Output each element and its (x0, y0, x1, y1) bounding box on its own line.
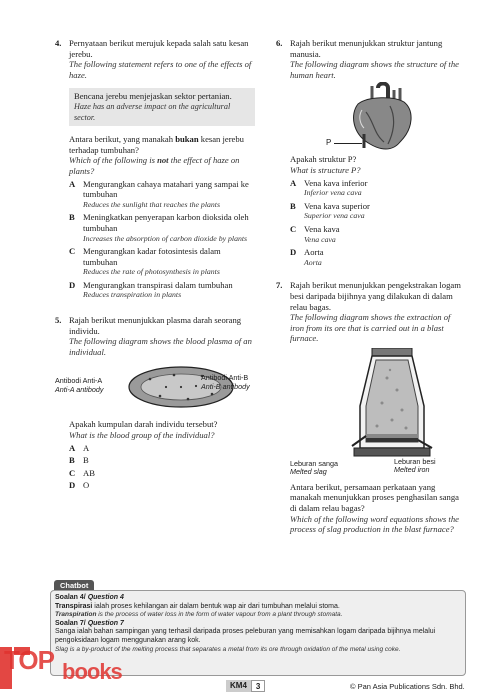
question-4 (55, 38, 255, 80)
chat-q7-my: Sanga ialah bahan sampingan yang terhasil daripada proses peleburan yang memisahkan logam daripada bijihnya melalui pengoksidaan logam menggunakan arang kok. (55, 628, 436, 644)
option-a[interactable]: A Mengurangkan cahaya matahari yang sampai ke tumbuhan Reduces the sunlight that reaches the plants (69, 178, 249, 209)
option-b[interactable]: B Meningkatkan penyerapan karbon dioksida oleh tumbuhan Increases the absorption of carbon dioxide by plants (69, 212, 249, 243)
option-a[interactable]: A A (69, 442, 90, 453)
heart-diagram (276, 80, 466, 154)
option-d[interactable]: D Aorta Aorta (290, 247, 324, 267)
question-6-ask: Apakah struktur P? What is structure P? (290, 154, 361, 175)
label-anti-b: Antibodi Anti-B Anti-B antibody (201, 373, 250, 391)
question-stem-en: The following diagram shows the structure of the human heart. (290, 59, 459, 80)
option-d[interactable]: D Mengurangkan transpirasi dalam tumbuhan Reduces transpiration in plants (69, 279, 233, 300)
statement-text-en: Haze has an adverse impact on the agricultural sector. (74, 101, 231, 122)
option-b[interactable]: B B (69, 455, 89, 466)
question-ask: Antara berikut, yang manakah bukan kesan jerebu terhadap tumbuhan? (69, 134, 244, 155)
options-q6 (276, 178, 466, 269)
option-c[interactable]: C Vena kava Vena cava (290, 223, 340, 244)
plasma-diagram (55, 357, 255, 419)
topbooks-logo-top: TOP (4, 645, 54, 675)
pointer-label-p: P (326, 138, 332, 148)
question-stem: Rajah berikut menunjukkan pengekstrakan logam besi daripada bijihnya yang dilakukan di dalam relau bagas. (290, 280, 461, 312)
label-melted-iron: Leburan besi Melted iron (394, 456, 436, 475)
question-stem: Pernyataan berikut merujuk kepada salah satu kesan jerebu. (69, 38, 249, 59)
page-badge (226, 680, 288, 692)
statement-box (69, 88, 255, 126)
question-number: 5. (55, 315, 62, 326)
chat-q4-heading: Soalan 4/ Question 4 (55, 594, 124, 601)
question-number: 4. (55, 38, 62, 48)
option-c[interactable]: C Mengurangkan kadar fotosintesis dalam tumbuhan Reduces the rate of photosynthesis in plants (69, 246, 221, 277)
left-column (55, 38, 255, 491)
label-melted-slag: Leburan sanga Melted slag (290, 458, 338, 477)
question-stem-en: The following diagram shows the blood plasma of an individual. (69, 336, 252, 357)
question-number: 6. (276, 38, 283, 48)
option-d[interactable]: D O (69, 480, 90, 491)
question-stem-en: The following diagram shows the extraction of iron from its ore that is carried out in a blast furnace. (290, 312, 451, 344)
question-7 (276, 280, 466, 344)
question-number: 7. (276, 280, 283, 291)
question-stem: Rajah berikut menunjukkan plasma darah seorang individu. (69, 315, 242, 336)
chatbot-tab: Chatbot (54, 580, 94, 591)
question-6 (276, 38, 466, 80)
question-4-ask (55, 134, 255, 176)
blast-furnace-illustration (342, 348, 442, 466)
page-number: 3 (251, 680, 265, 692)
chat-q4-en: Transpiration is the process of water loss in the form of water vapour from a plant through stomata. (55, 611, 343, 619)
question-5 (55, 315, 255, 357)
pointer-line (334, 143, 362, 144)
topbooks-logo-books: books (62, 659, 122, 684)
question-7-ask: Antara berikut, persamaan perkataan yang manakah menunjukkan proses penghasilan sanga di dalam relau bagas? Which of the following word equations shows the process of slag production in the blast furnace? (290, 481, 459, 535)
module-code: KM4 (226, 680, 251, 692)
options-q5 (55, 443, 255, 491)
question-ask-en: Which of the following is not the effect of haze on plants? (69, 155, 240, 176)
option-b[interactable]: B Vena kava superior Superior vena cava (290, 200, 370, 221)
chat-q4-my: Transpirasi ialah proses kehilangan air dalam bentuk wap air dari tumbuhan melalui stoma. (55, 602, 340, 610)
label-anti-a: Antibodi Anti-A Anti-A antibody (55, 376, 104, 394)
question-stem-en: The following statement refers to one of the effects of haze. (69, 59, 252, 80)
question-stem: Rajah berikut menunjukkan struktur jantung manusia. (290, 38, 443, 59)
option-c[interactable]: C AB (69, 467, 95, 478)
question-5-ask: Apakah kumpulan darah individu tersebut? What is the blood group of the individual? (69, 419, 218, 441)
copyright: © Pan Asia Publications Sdn. Bhd. (350, 682, 465, 691)
options-q4 (55, 179, 255, 302)
statement-text: Bencana jerebu menjejaskan sektor pertanian. (74, 91, 232, 102)
topbooks-logo (0, 625, 140, 700)
chat-q7-en: Slag is a by-product of the melting process that separates a metal from its ore through oxidation of the metal using coke. (55, 645, 401, 653)
right-column (276, 38, 466, 535)
chat-q7-heading: Soalan 7/ Question 7 (55, 619, 124, 627)
option-a[interactable]: A Vena kava inferior Inferior vena cava (290, 177, 368, 198)
blast-furnace-diagram (276, 344, 466, 482)
